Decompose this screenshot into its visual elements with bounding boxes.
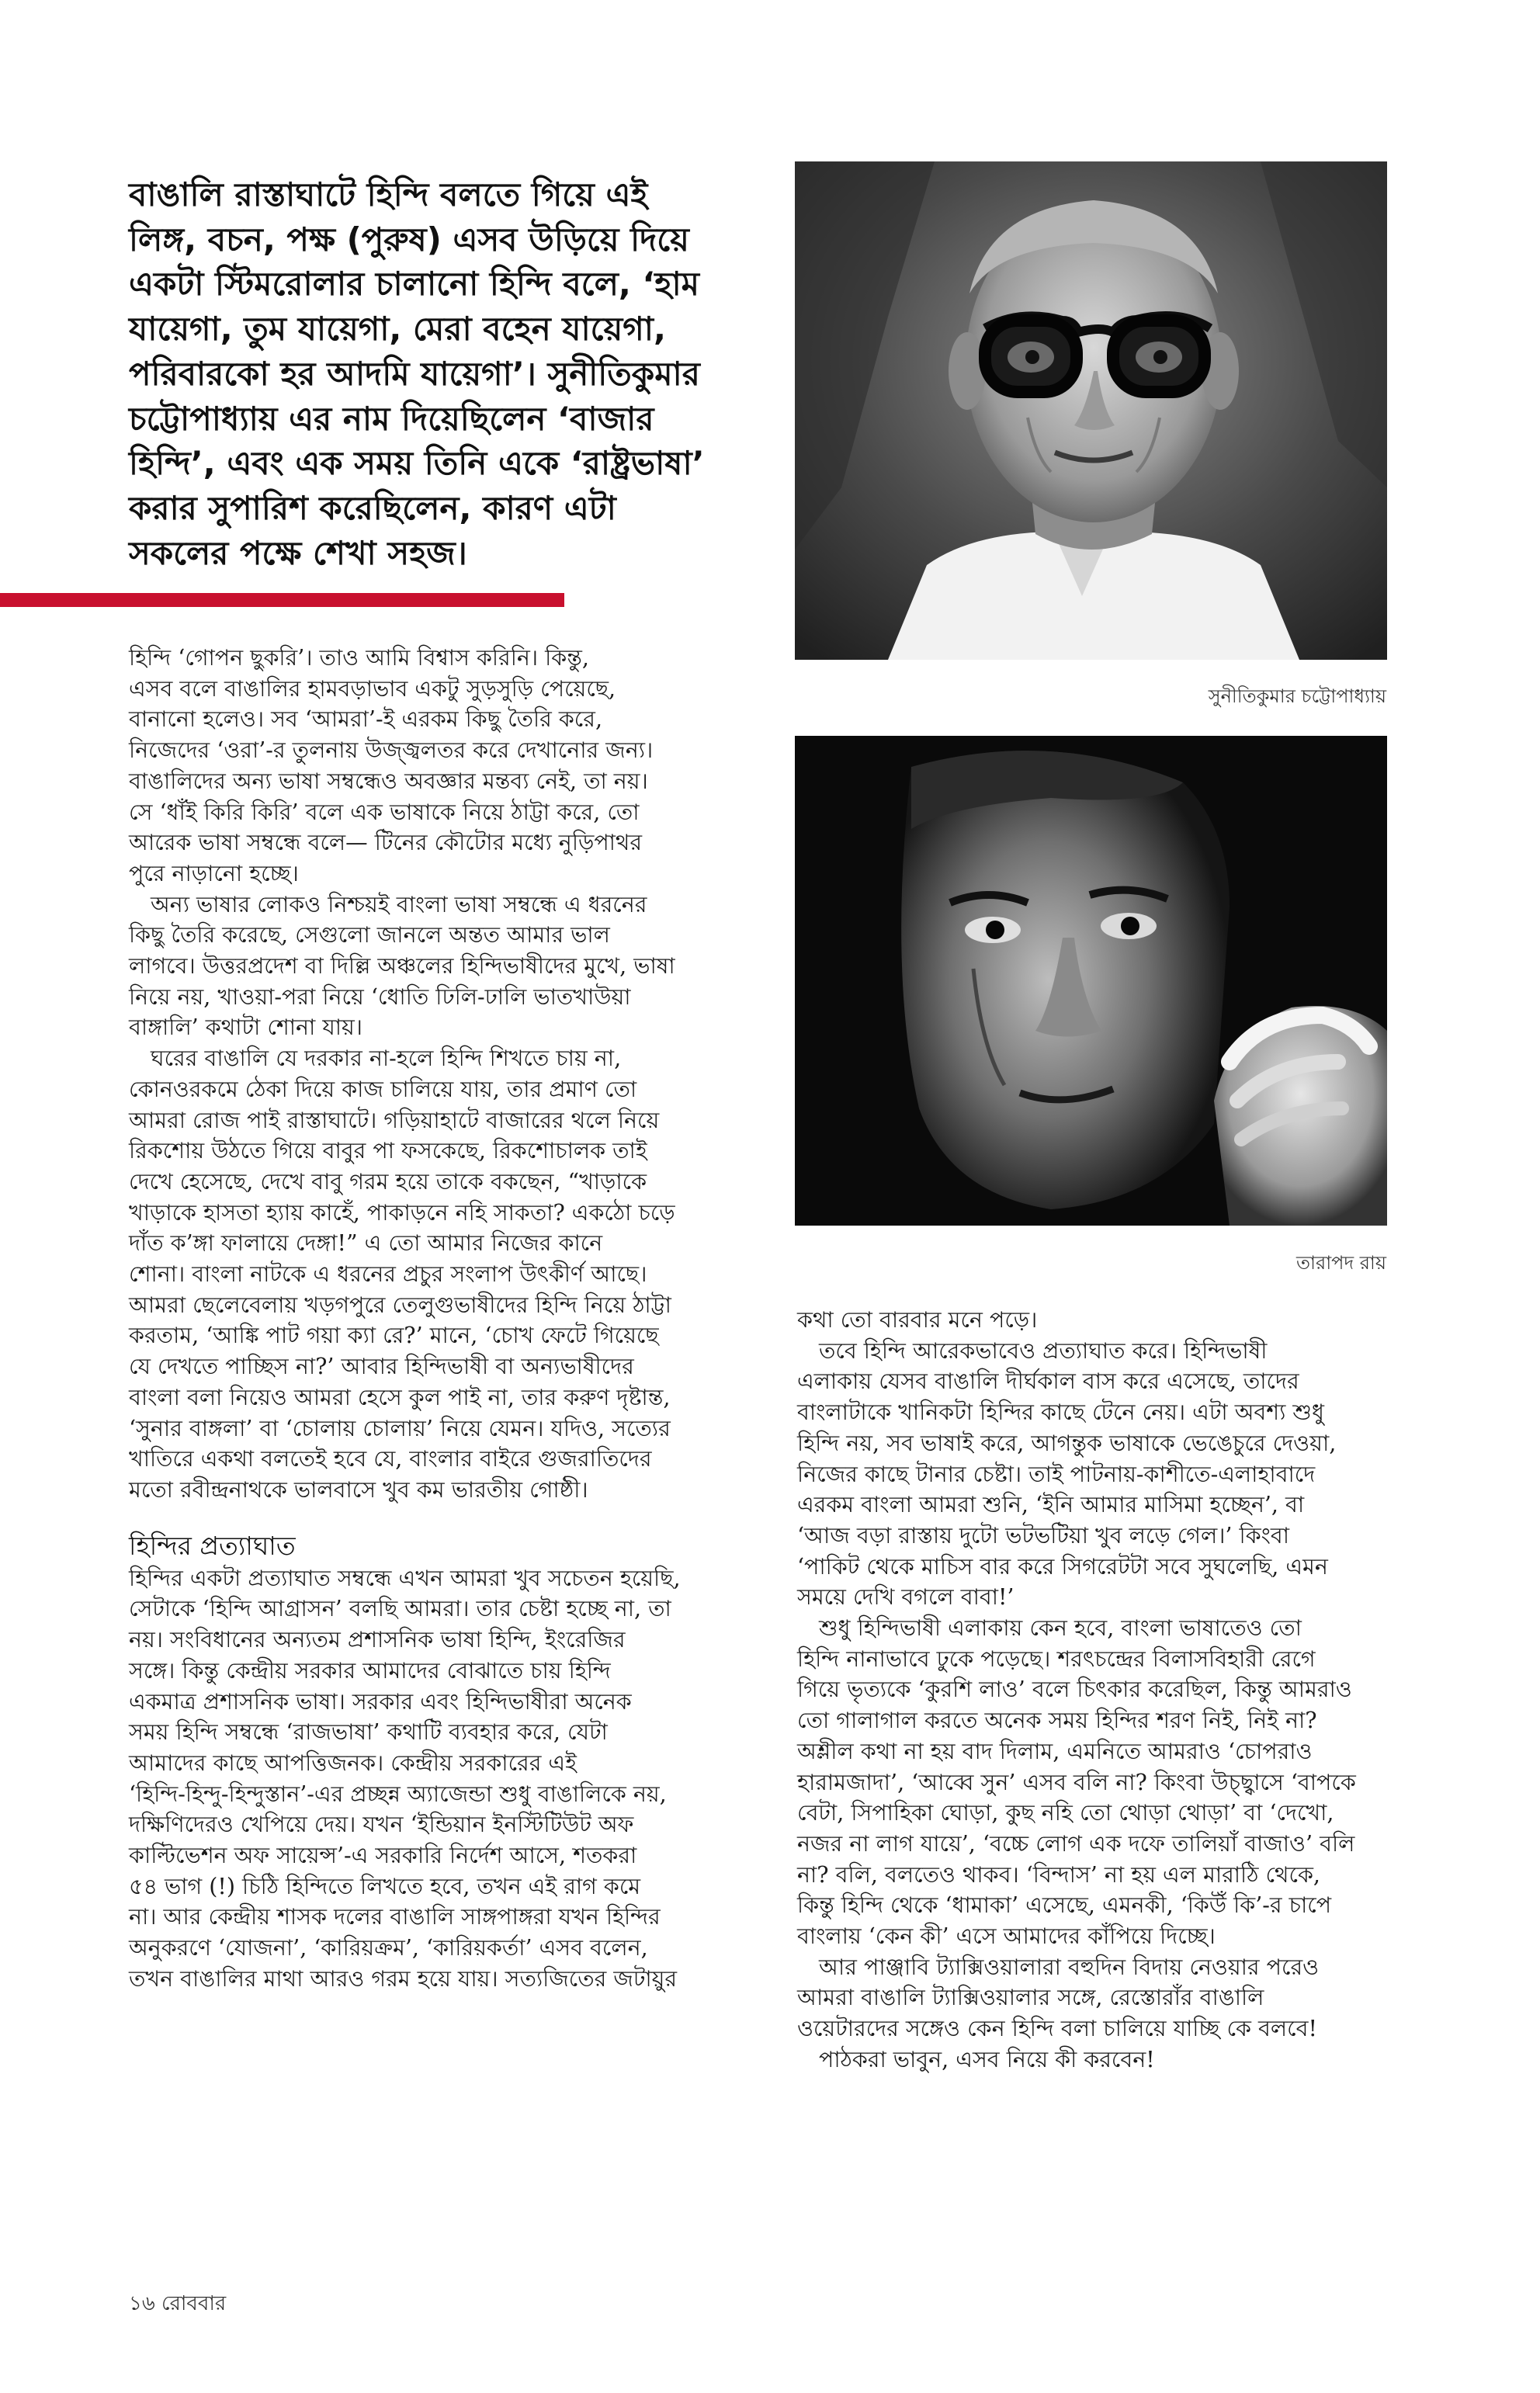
paragraph (797, 1305, 1403, 1336)
text-line: ৫৪ ভাগ (!) চিঠি হিন্দিতে লিখতে হবে, তখন এই রাগ কমে (129, 1873, 641, 1899)
text-line: কাল্টিভেশন অফ সায়েন্স’-এ সরকারি নির্দেশ আসে, শতকরা (129, 1843, 637, 1869)
text-line: ‘হিন্দি-হিন্দু-হিন্দুস্তান’-এর প্রচ্ছন্ন অ্যাজেন্ডা শুধু বাঙালিকে নয়, (129, 1781, 667, 1807)
text-line: যে দেখতে পাচ্ছিস না?’ আবার হিন্দিভাষী বা অন্যভাষীদের (129, 1354, 634, 1380)
text-line: হিন্দি ‘গোপন ছুকরি’। তাও আমি বিশ্বাস করিনি। কিন্তু, (129, 645, 589, 671)
page-folio: ১৬ রোববার (129, 2292, 227, 2315)
text-line: করতাম, ‘আঙ্কি পাট গয়া ক্যা রে?’ মানে, ‘চোখ ফেটে গিয়েছে (129, 1323, 659, 1349)
text-line: পুরে নাড়ানো হচ্ছে। (129, 860, 299, 886)
pull-quote-line: চট্টোপাধ্যায় এর নাম দিয়েছিলেন ‘বাজার (129, 399, 654, 438)
text-line: বাঙ্গালি’ কথাটা শোনা যায়। (129, 1014, 363, 1041)
pull-quote-line: সকলের পক্ষে শেখা সহজ। (129, 533, 467, 572)
text-line: নিজেদের ‘ওরা’-র তুলনায় উজ্জ্বলতর করে দেখানোর জন্য। (129, 737, 654, 764)
portrait-photo-suniti-kumar (795, 161, 1387, 660)
text-line: তবে হিন্দি আরেকভাবেও প্রত্যাঘাত করে। হিন্দিভাষী (819, 1337, 1268, 1364)
text-line: এলাকায় যেসব বাঙালি দীর্ঘকাল বাস করে এসেছে, তাদের (797, 1368, 1299, 1395)
text-line: ‘পাকিট থেকে মাচিস বার করে সিগরেটটা সবে সুঘলেছি, এমন (797, 1553, 1328, 1580)
text-line: আর পাঞ্জাবি ট্যাক্সিওয়ালারা বহুদিন বিদায় নেওয়ার পরেও (819, 1954, 1320, 1980)
text-line: নিজের কাছে টানার চেষ্টা। তাই পাটনায়-কাশীতে-এলাহাবাদে (797, 1461, 1316, 1487)
pull-quote-line: করার সুপারিশ করেছিলেন, কারণ এটা (129, 488, 616, 527)
text-line: আমরা ছেলেবেলায় খড়গপুরে তেলুগুভাষীদের হিন্দি নিয়ে ঠাট্টা (129, 1292, 671, 1318)
accent-rule (0, 593, 564, 607)
paragraph (129, 1043, 734, 1506)
photo-caption: তারাপদ রায় (1296, 1252, 1386, 1274)
text-line: নজর না লাগ যায়ে’, ‘বচ্চে লোগ এক দফে তালিয়াঁ বাজাও’ বলি (797, 1830, 1355, 1857)
text-line: খাতিরে একথা বলতেই হবে যে, বাংলার বাইরে গুজরাতিদের (129, 1446, 652, 1472)
portrait-photo-tarapada-roy (795, 736, 1387, 1226)
text-line: একমাত্র প্রশাসনিক ভাষা। সরকার এবং হিন্দিভাষীরা অনেক (129, 1688, 632, 1715)
text-line: এসব বলে বাঙালির হামবড়াভাব একটু সুড়সুড়ি পেয়েছে, (129, 675, 616, 702)
text-line: ওয়েটারদের সঙ্গেও কেন হিন্দি বলা চালিয়ে যাচ্ছি কে বলবে! (797, 2016, 1317, 2042)
text-line: বাংলায় ‘কেন কী’ এসে আমাদের কাঁপিয়ে দিচ্ছে। (797, 1923, 1216, 1950)
text-line: বানানো হলেও। সব ‘আমরা’-ই এরকম কিছু তৈরি করে, (129, 706, 603, 733)
text-line: গিয়ে ভৃত্যকে ‘কুরশি লাও’ বলে চিৎকার করেছিল, কিন্তু আমরাও (797, 1677, 1352, 1703)
text-line: ‘আজ বড়া রাস্তায় দুটো ভটভটিয়া খুব লড়ে গেল।’ কিংবা (797, 1522, 1290, 1549)
paragraph (797, 1336, 1403, 1613)
text-line: অন্য ভাষার লোকও নিশ্চয়ই বাংলা ভাষা সম্বন্ধে এ ধরনের (151, 891, 647, 917)
text-line: বাংলা বলা নিয়েও আমরা হেসে কুল পাই না, তার করুণ দৃষ্টান্ত, (129, 1384, 671, 1410)
text-line: আরেক ভাষা সম্বন্ধে বলে— টিনের কৌটোর মধ্যে নুড়িপাথর (129, 830, 643, 856)
text-line: এরকম বাংলা আমরা শুনি, ‘ইনি আমার মাসিমা হচ্ছেন’, বা (797, 1492, 1305, 1518)
text-line: দাঁত ক’ঙ্গা ফালায়ে দেঙ্গা!” এ তো আমার নিজের কানে (129, 1230, 603, 1257)
text-line: কিন্তু হিন্দি থেকে ‘ধামাকা’ এসেছে, এমনকী, ‘কিউঁ কি’-র চাপে (797, 1892, 1332, 1919)
text-line: সময় হিন্দি সম্বন্ধে ‘রাজভাষা’ কথাটি ব্যবহার করে, যেটা (129, 1719, 608, 1746)
text-line: না। আর কেন্দ্রীয় শাসক দলের বাঙালি সাঙ্গপাঙ্গরা যখন হিন্দির (129, 1904, 661, 1930)
text-line: নয়। সংবিধানের অন্যতম প্রশাসনিক ভাষা হিন্দি, ইংরেজির (129, 1627, 626, 1653)
paragraph (797, 1613, 1403, 1952)
left-column (129, 643, 734, 1995)
text-line: সঙ্গে। কিন্তু কেন্দ্রীয় সরকার আমাদের বোঝাতে চায় হিন্দি (129, 1657, 611, 1684)
paragraph (129, 643, 734, 890)
pull-quote-line: লিঙ্গ, বচন, পক্ষ (পুরুষ) এসব উড়িয়ে দিয়ে (129, 220, 689, 258)
text-line: দেখে হেসেছে, দেখে বাবু গরম হয়ে তাকে বকছেন, “খাড়াকে (129, 1168, 647, 1195)
right-column (797, 1305, 1403, 2076)
text-line: লাগবে। উত্তরপ্রদেশ বা দিল্লি অঞ্চলের হিন্দিভাষীদের মুখে, ভাষা (129, 953, 675, 980)
text-line: শুধু হিন্দিভাষী এলাকায় কেন হবে, বাংলা ভাষাতেও তো (819, 1615, 1302, 1642)
pull-quote-line: বাঙালি রাস্তাঘাটে হিন্দি বলতে গিয়ে এই (129, 175, 648, 213)
text-line: হিন্দি নানাভাবে ঢুকে পড়েছে। শরৎচন্দ্রের বিলাসবিহারী রেগে (797, 1646, 1316, 1672)
text-line: বাংলাটাকে খানিকটা হিন্দির কাছে টেনে নেয়। এটা অবশ্য শুধু (797, 1399, 1324, 1426)
pull-quote-line: পরিবারকো হর আদমি যায়েগা’। সুনীতিকুমার (129, 354, 700, 393)
text-line: দক্ষিণিদেরও খেপিয়ে দেয়। যখন ‘ইন্ডিয়ান ইনস্টিটিউট অফ (129, 1812, 634, 1838)
text-line: ‘সুনার বাঙ্গলা’ বা ‘চোলায় চোলায়’ নিয়ে যেমন। যদিও, সত্যের (129, 1415, 671, 1441)
text-line: বাঙালিদের অন্য ভাষা সম্বন্ধেও অবজ্ঞার মন্তব্য নেই, তা নয়। (129, 768, 648, 794)
pull-quote (129, 172, 773, 575)
text-line: হিন্দি নয়, সব ভাষাই করে, আগন্তুক ভাষাকে ভেঙেচুরে দেওয়া, (797, 1430, 1337, 1456)
text-line: আমরা বাঙালি ট্যাক্সিওয়ালার সঙ্গে, রেস্তোরাঁর বাঙালি (797, 1985, 1264, 2011)
text-line: তখন বাঙালির মাথা আরও গরম হয়ে যায়। সত্যজিতের জটায়ুর (129, 1965, 678, 1992)
text-line: আমাদের কাছে আপত্তিজনক। কেন্দ্রীয় সরকারের এই (129, 1750, 577, 1776)
text-line: অশ্লীল কথা না হয় বাদ দিলাম, এমনিতে আমরাও ‘চোপরাও (797, 1738, 1313, 1764)
text-line: শোনা। বাংলা নাটকে এ ধরনের প্রচুর সংলাপ উৎকীর্ণ আছে। (129, 1261, 647, 1288)
text-line: সময়ে দেখি বগলে বাবা!’ (797, 1584, 1015, 1611)
text-line: সে ‘ধাঁই কিরি কিরি’ বলে এক ভাষাকে নিয়ে ঠাট্টা করে, তো (129, 799, 640, 825)
text-line: পাঠকরা ভাবুন, এসব নিয়ে কী করবেন! (819, 2046, 1155, 2072)
text-line: খাড়াকে হাসতা হ্যায় কাহেঁ, পাকাড়নে নহি সাকতা? একঠো চড়ে (129, 1199, 675, 1226)
text-line: না? বলি, বলতেও থাকব। ‘বিন্দাস’ না হয় এল মারাঠি থেকে, (797, 1861, 1320, 1888)
text-line: কিছু তৈরি করেছে, সেগুলো জানলে অন্তত আমার ভাল (129, 922, 610, 949)
text-line: নিয়ে নয়, খাওয়া-পরা নিয়ে ‘ধোতি ঢিলি-ঢালি ভাতখাউয়া (129, 983, 631, 1010)
paragraph (129, 890, 734, 1044)
pull-quote-line: হিন্দি’, এবং এক সময় তিনি একে ‘রাষ্ট্রভাষা’ (129, 444, 705, 483)
text-line: রিকশোয় উঠতে গিয়ে বাবুর পা ফসকেছে, রিকশোচালক তাই (129, 1138, 647, 1164)
text-line: কথা তো বারবার মনে পড়ে। (797, 1307, 1038, 1333)
section-heading: হিন্দির প্রত্যাঘাত (129, 1530, 296, 1561)
pull-quote-line: একটা স্টিমরোলার চালানো হিন্দি বলে, ‘হাম (129, 265, 699, 303)
paragraph (797, 2044, 1403, 2076)
pull-quote-line: যায়েগা, তুম যায়েগা, মেরা বহেন যায়েগা, (129, 310, 666, 349)
text-line: বেটা, সিপাহিকা ঘোড়া, কুছ নহি তো থোড়া থোড়া’ বা ‘দেখো, (797, 1800, 1334, 1826)
photo-caption: সুনীতিকুমার চট্টোপাধ্যায় (1208, 685, 1386, 707)
paragraph (129, 1563, 734, 1995)
text-line: মতো রবীন্দ্রনাথকে ভালবাসে খুব কম ভারতীয় গোষ্ঠী। (129, 1476, 588, 1503)
text-line: সেটাকে ‘হিন্দি আগ্রাসন’ বলছি আমরা। তার চেষ্টা হচ্ছে না, তা (129, 1596, 671, 1622)
text-line: হিন্দির একটা প্রত্যাঘাত সম্বন্ধে এখন আমরা খুব সচেতন হয়েছি, (129, 1565, 681, 1591)
text-line: হারামজাদা’, ‘আব্বে সুন’ এসব বলি না? কিংবা উচ্ছ্বাসে ‘বাপকে (797, 1769, 1356, 1795)
text-line: তো গালাগাল করতে অনেক সময় হিন্দির শরণ নিই, নিই না? (797, 1708, 1317, 1734)
text-line: ঘরের বাঙালি যে দরকার না-হলে হিন্দি শিখতে চায় না, (151, 1046, 622, 1072)
text-line: আমরা রোজ পাই রাস্তাঘাটে। গড়িয়াহাটে বাজারের থলে নিয়ে (129, 1107, 660, 1133)
text-line: কোনওরকমে ঠেকা দিয়ে কাজ চালিয়ে যায়, তার প্রমাণ তো (129, 1076, 637, 1102)
paragraph (797, 1952, 1403, 2044)
text-line: অনুকরণে ‘যোজনা’, ‘কারিয়ক্রম’, ‘কারিয়কর্তা’ এসব বলেন, (129, 1935, 648, 1961)
